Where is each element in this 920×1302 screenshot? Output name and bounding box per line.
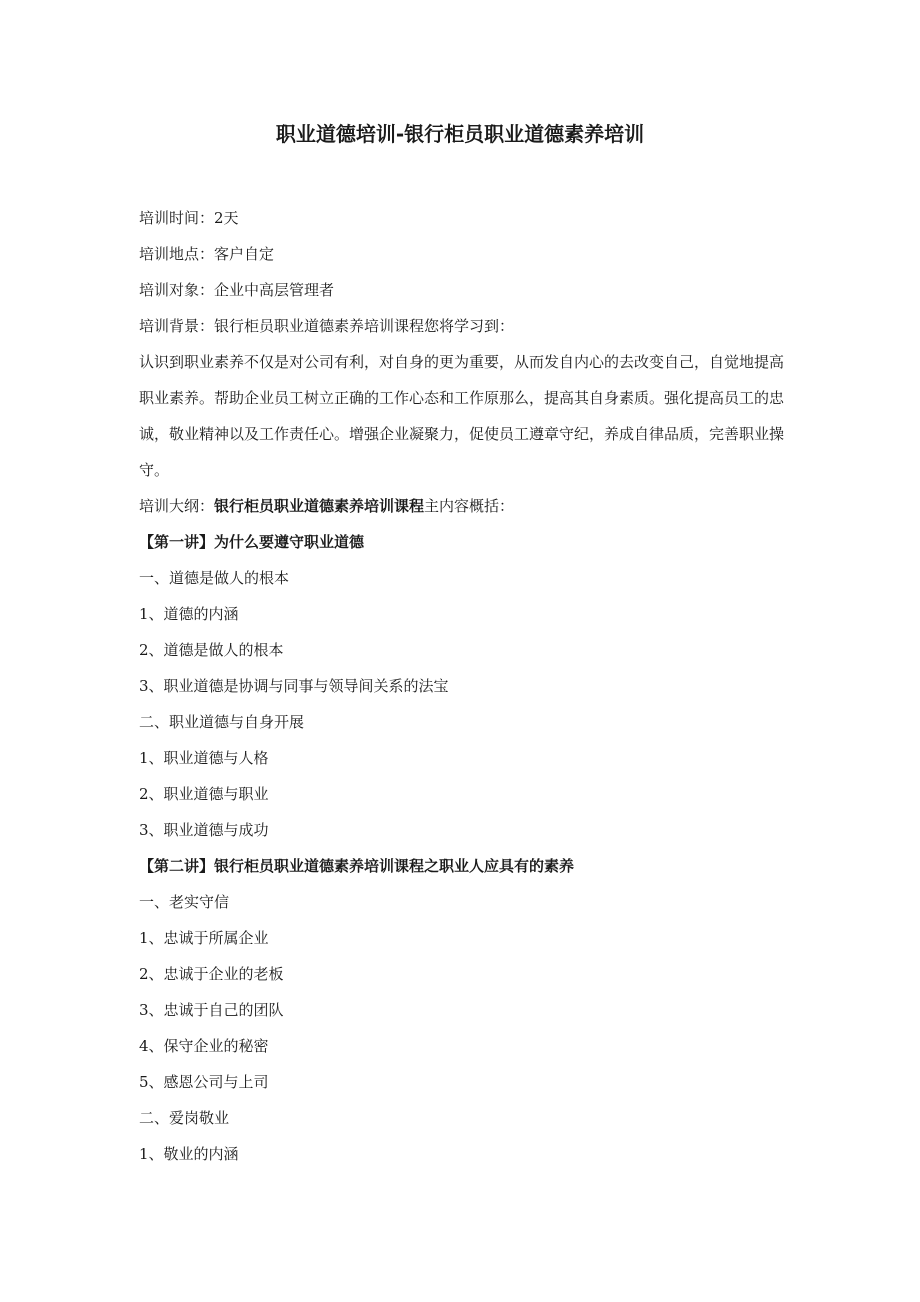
training-outline bbox=[139, 488, 784, 524]
training-background: 培训背景：银行柜员职业道德素养培训课程您将学习到： bbox=[139, 317, 515, 335]
outline-suffix: 主内容概括： bbox=[424, 497, 515, 515]
lecture-1-item: 二、职业道德与自身开展 bbox=[139, 713, 305, 731]
outline-prefix: 培训大纲： bbox=[139, 497, 215, 515]
training-audience: 培训对象：企业中高层管理者 bbox=[139, 281, 335, 299]
lecture-2-heading-suffix: 之职业人应具有的素养 bbox=[424, 857, 575, 875]
lecture-2-heading-prefix: 【第二讲】 bbox=[139, 857, 215, 875]
lecture-2-item: 一、老实守信 bbox=[139, 893, 230, 911]
lecture-2-item: 5、感恩公司与上司 bbox=[139, 1073, 269, 1091]
lecture-1-item: 一、道德是做人的根本 bbox=[139, 569, 290, 587]
training-time: 培训时间：2天 bbox=[139, 209, 239, 227]
document-body bbox=[139, 200, 784, 1172]
lecture-1-item: 2、道德是做人的根本 bbox=[139, 641, 284, 659]
document-title: 职业道德培训-银行柜员职业道德素养培训 bbox=[275, 122, 645, 146]
lecture-1-item: 2、职业道德与职业 bbox=[139, 785, 269, 803]
training-location: 培训地点：客户自定 bbox=[139, 245, 275, 263]
background-paragraph: 认识到职业素养不仅是对公司有利，对自身的更为重要，从而发自内心的去改变自己，自觉地提高职业素养。帮助企业员工树立正确的工作心态和工作原那么，提高其自身素质。强化提高员工的忠诚，敬业精神以及工作责任心。增强企业凝聚力，促使员工遵章守纪，养成自律品质，完善职业操守。 bbox=[139, 353, 785, 479]
lecture-2-item: 4、保守企业的秘密 bbox=[139, 1037, 269, 1055]
lecture-2-item: 3、忠诚于自己的团队 bbox=[139, 1001, 284, 1019]
outline-course-name: 银行柜员职业道德素养培训课程 bbox=[214, 497, 425, 515]
lecture-2-heading-course: 银行柜员职业道德素养培训课程 bbox=[214, 857, 425, 875]
lecture-2-heading bbox=[139, 848, 784, 884]
lecture-1-item: 3、职业道德与成功 bbox=[139, 821, 269, 839]
lecture-2-item: 2、忠诚于企业的老板 bbox=[139, 965, 284, 983]
lecture-2-item: 1、敬业的内涵 bbox=[139, 1145, 239, 1163]
lecture-2-item: 二、爱岗敬业 bbox=[139, 1109, 230, 1127]
lecture-1-heading: 【第一讲】为什么要遵守职业道德 bbox=[139, 533, 365, 551]
lecture-1-item: 3、职业道德是协调与同事与领导间关系的法宝 bbox=[139, 677, 449, 695]
lecture-1-item: 1、道德的内涵 bbox=[139, 605, 239, 623]
lecture-1-item: 1、职业道德与人格 bbox=[139, 749, 269, 767]
lecture-2-item: 1、忠诚于所属企业 bbox=[139, 929, 269, 947]
